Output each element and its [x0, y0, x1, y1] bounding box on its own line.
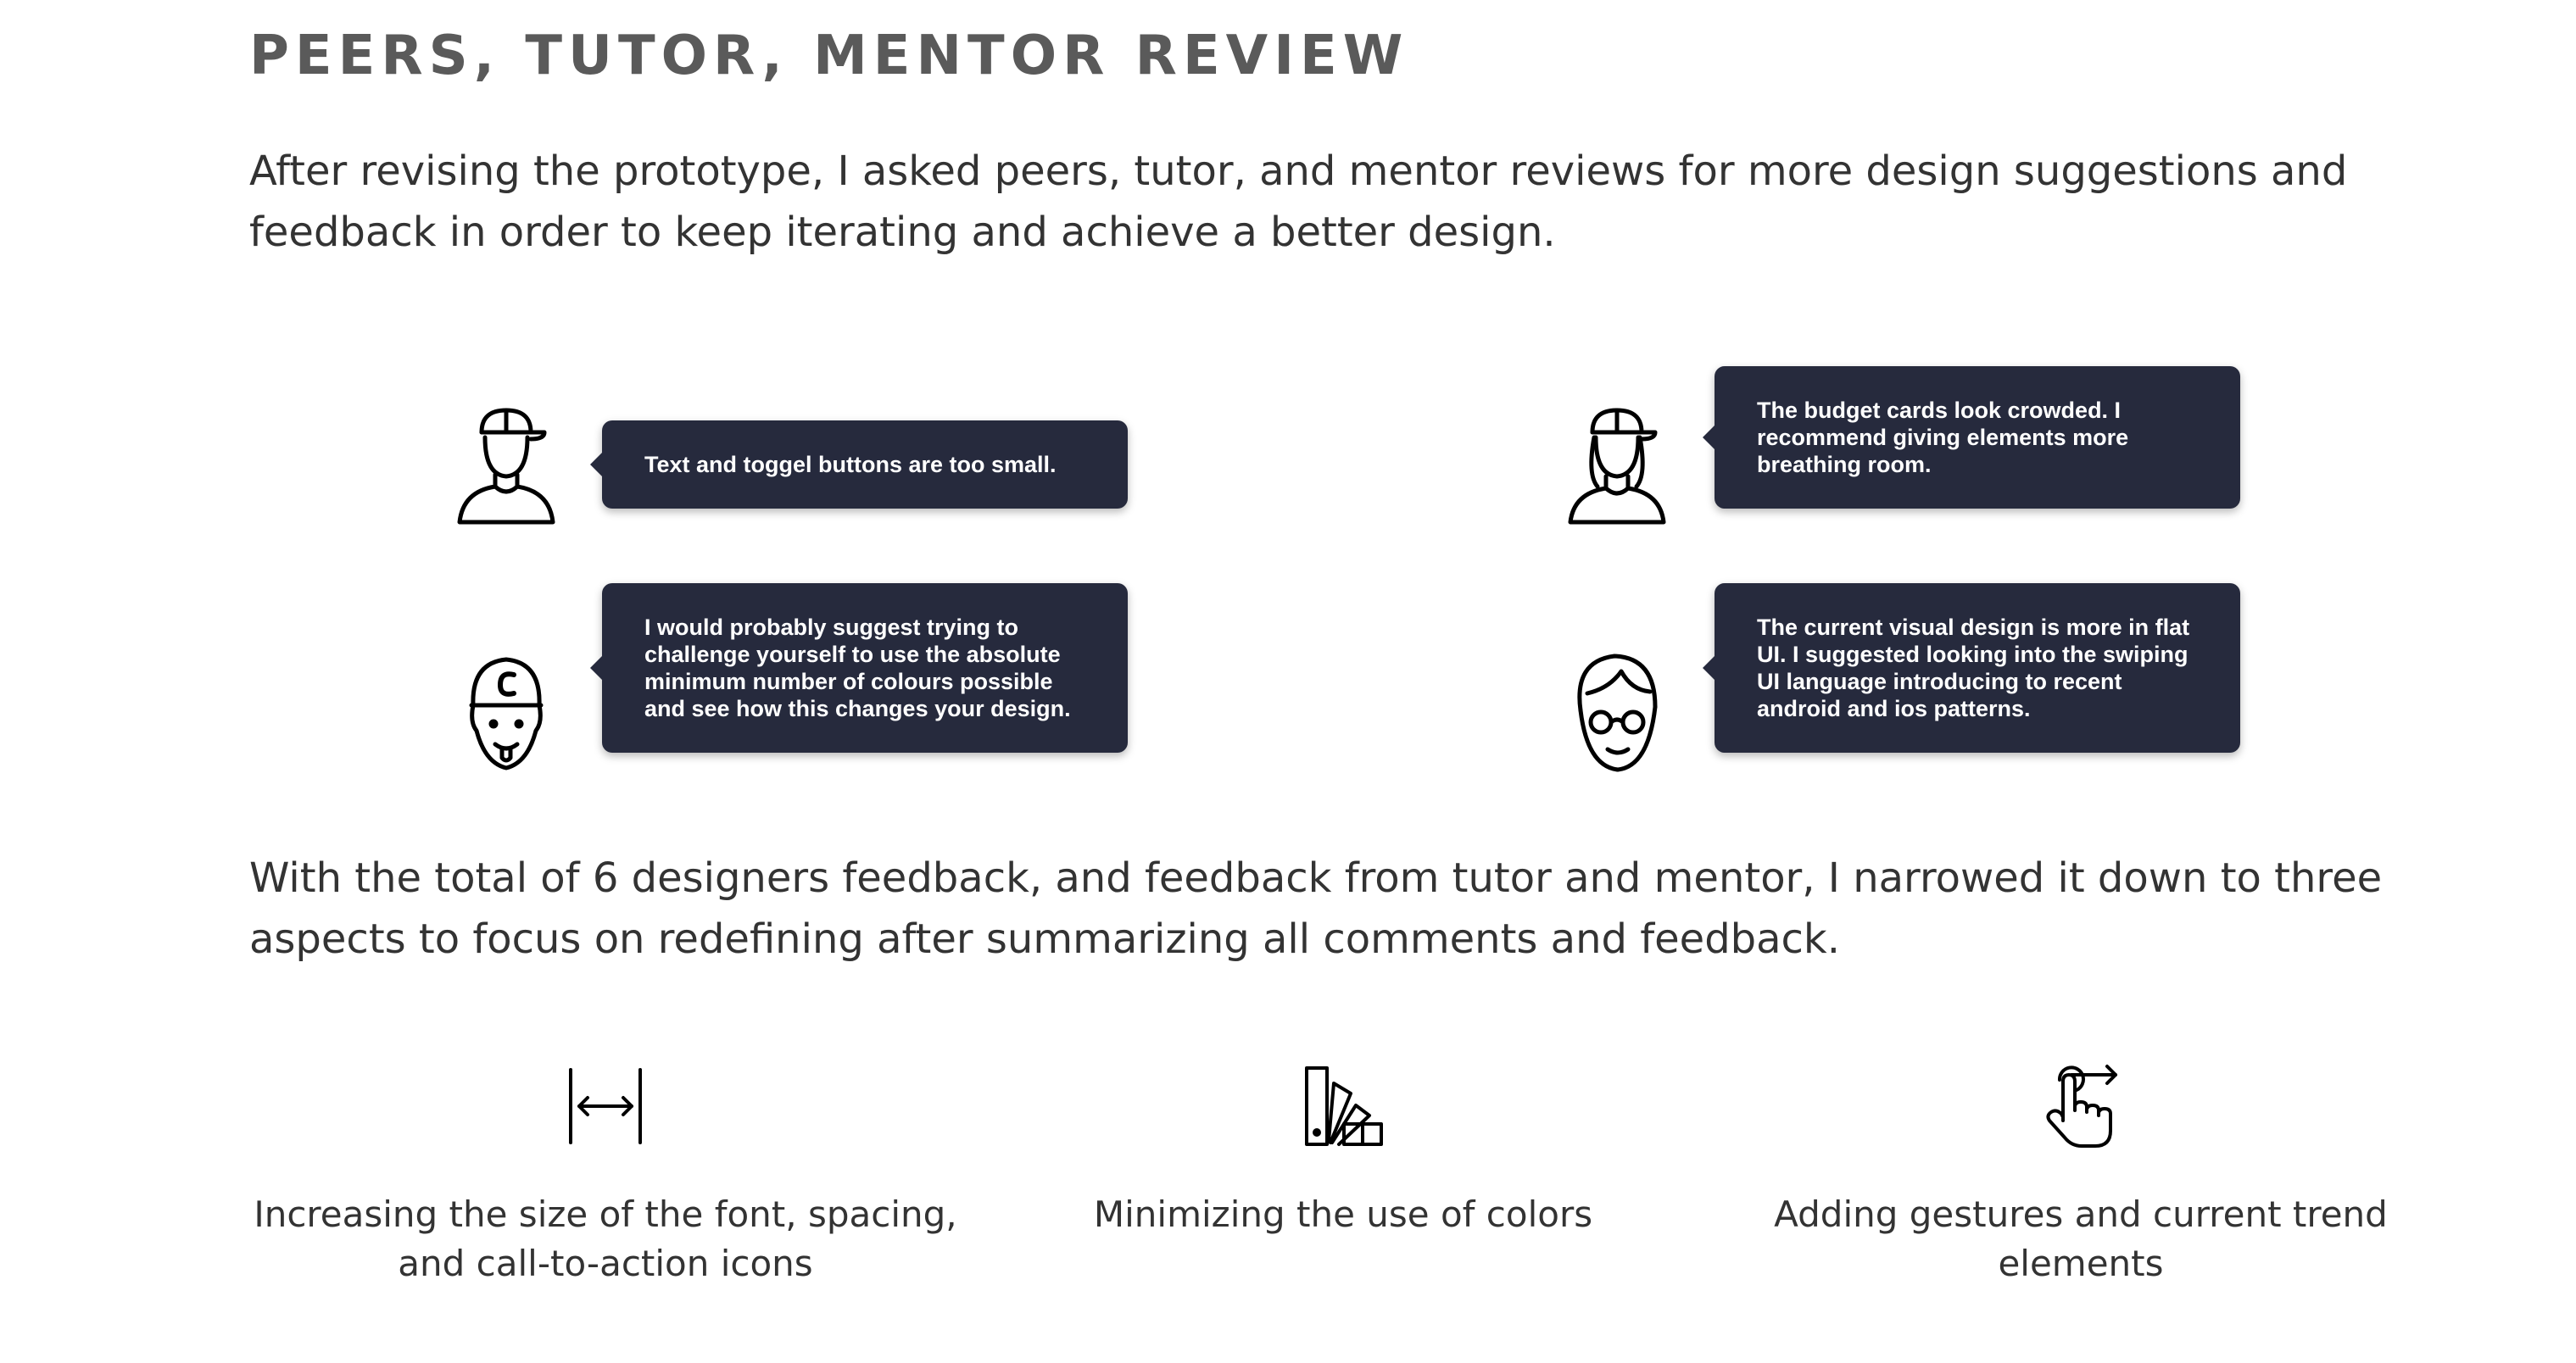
summary-paragraph [249, 848, 2382, 970]
intro-line-1: After revising the prototype, I asked peers, tutor, and mentor reviews for more design suggestions and [249, 147, 2348, 195]
aspect-gestures [1708, 1060, 2454, 1288]
summary-line-2: aspects to focus on redefining after summarizing all comments and feedback. [249, 915, 1840, 963]
page-title: PEERS, TUTOR, MENTOR REVIEW [249, 25, 1409, 87]
aspect-label: Adding gestures and current trend elements [1774, 1193, 2388, 1284]
feedback-text: I would probably suggest trying to challenge yourself to use the absolute minimum number of colours possible and see how this changes your design. [644, 615, 1071, 721]
swipe-gesture-icon [2034, 1060, 2127, 1153]
feedback-bubble [602, 583, 1128, 753]
width-arrows-icon [559, 1060, 652, 1153]
feedback-text: Text and toggel buttons are too small. [644, 452, 1057, 477]
intro-paragraph [249, 141, 2347, 263]
aspect-colors [970, 1060, 1716, 1239]
intro-line-2: feedback in order to keep iterating and achieve a better design. [249, 209, 1556, 256]
feedback-bubble [602, 420, 1128, 509]
cap-girl-avatar-icon [1562, 398, 1672, 526]
aspect-label: Minimizing the use of colors [1093, 1193, 1593, 1235]
aspect-label: Increasing the size of the font, spacing, and call-to-action icons [254, 1193, 957, 1284]
glasses-face-avatar-icon [1562, 646, 1672, 773]
feedback-text: The current visual design is more in flat UI. I suggested looking into the swiping UI language introducing to recent android and ios patterns. [1757, 615, 2190, 721]
feedback-bubble [1715, 583, 2240, 753]
feedback-text: The budget cards look crowded. I recommend giving elements more breathing room. [1757, 398, 2129, 477]
summary-line-1: With the total of 6 designers feedback, and feedback from tutor and mentor, I narrowed it down to three [249, 854, 2383, 902]
color-palette-icon [1296, 1060, 1390, 1153]
feedback-bubble [1715, 366, 2240, 509]
aspect-font-spacing [232, 1060, 979, 1288]
cap-c-face-avatar-icon [451, 646, 561, 773]
cap-boy-avatar-icon [451, 398, 561, 526]
